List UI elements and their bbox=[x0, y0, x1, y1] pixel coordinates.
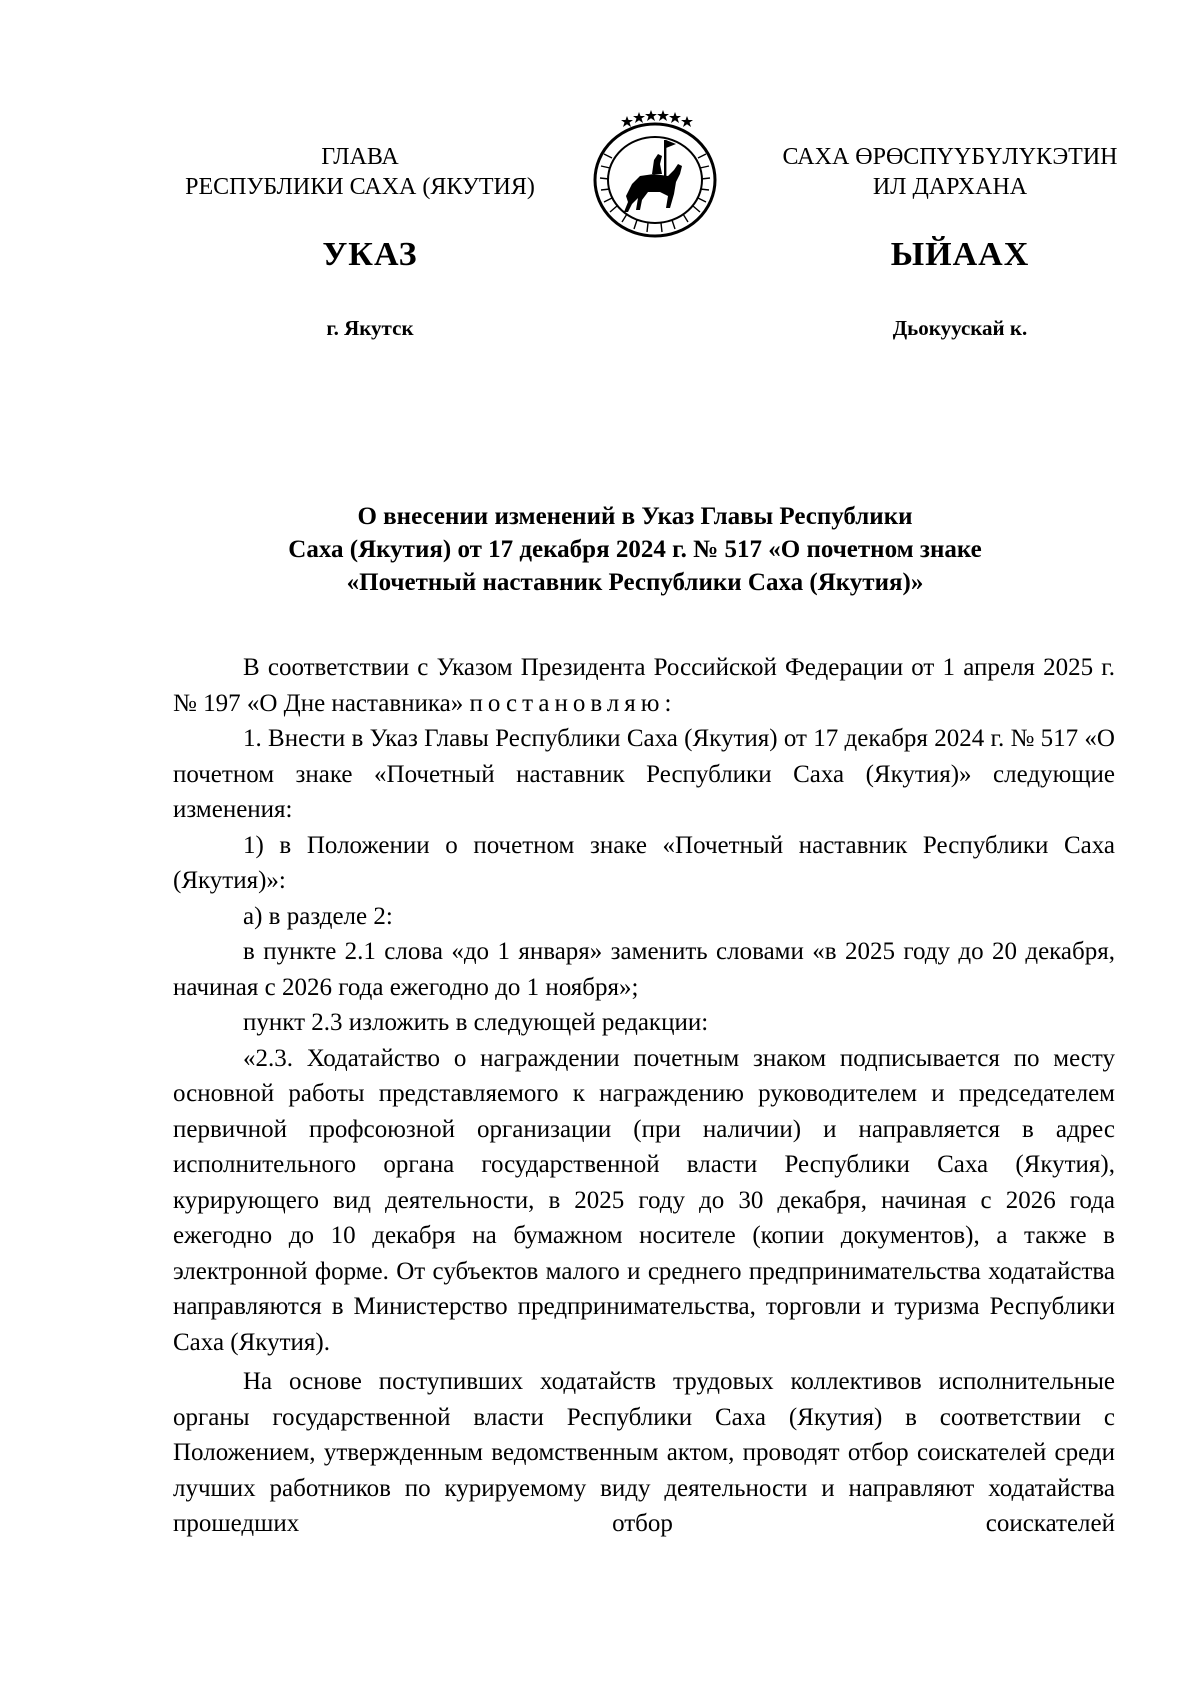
title-line3: «Почетный наставник Республики Саха (Якутия)» bbox=[346, 569, 924, 596]
city-ru: г. Якутск bbox=[326, 316, 414, 340]
document-body bbox=[173, 650, 1115, 1542]
header-left-line1: ГЛАВА bbox=[321, 144, 399, 170]
emblem-horse-rider bbox=[624, 140, 682, 212]
doc-type-ru: УКАЗ bbox=[322, 236, 418, 273]
paragraph-point-2-3-intro: пункт 2.3 изложить в следующей редакции: bbox=[243, 1009, 709, 1036]
title-line1: О внесении изменений в Указ Главы Республики bbox=[357, 503, 913, 530]
document-title bbox=[150, 500, 1120, 599]
preamble-text: В соответствии с Указом Президента Российской Федерации от 1 апреля 2025 г. № 197 «О Дне наставника» bbox=[173, 654, 1115, 717]
doc-type-sah: ЫЙААХ bbox=[890, 236, 1030, 273]
header-right-line1: САХА ӨРӨСПҮҮБҮЛҮКЭТИН bbox=[782, 144, 1118, 170]
paragraph-preamble bbox=[173, 650, 1115, 721]
paragraph-item-1: 1. Внести в Указ Главы Республики Саха (Якутия) от 17 декабря 2024 г. № 517 «О почетном знаке «Почетный наставник Республики Саха (Якутия)» следующие изменения: bbox=[173, 725, 1115, 823]
preamble-spaced-word: постановляю bbox=[469, 689, 665, 717]
paragraph-subitem-1: 1) в Положении о почетном знаке «Почетный наставник Республики Саха (Якутия)»: bbox=[173, 831, 1115, 894]
paragraph-point-2-3-text: «2.3. Ходатайство о награждении почетным знаком подписывается по месту основной работы представляемого к награждению руководителем и председателем первичной профсоюзной организации (при наличии) и направляется в адрес исполнительного органа государственной власти Республики Саха (Якутия), курирующего вид деятельности, в 2025 году до 30 декабря, начиная с 2026 года ежегодно до 10 декабря на бумажном носителе (копии документов), а также в электронной форме. От субъектов малого и среднего предпринимательства ходатайства направляются в Министерство предпринимательства, торговли и туризма Республики Саха (Якутия). bbox=[173, 1044, 1115, 1356]
paragraph-selection-procedure: На основе поступивших ходатайств трудовых коллективов исполнительные органы государственной власти Республики Саха (Якутия) в соответствии с Положением, утвержденным ведомственным актом, проводят отбор соискателей среди лучших работников по курируемому виду деятельности и направляют ходатайства прошедших отбор соискателей bbox=[173, 1368, 1115, 1537]
paragraph-subitem-a: а) в разделе 2: bbox=[243, 902, 393, 930]
paragraph-point-2-1: в пункте 2.1 слова «до 1 января» заменить словами «в 2025 году до 20 декабря, начиная с 2026 года ежегодно до 1 ноября»; bbox=[173, 938, 1115, 1001]
header-left-line2: РЕСПУБЛИКИ САХА (ЯКУТИЯ) bbox=[185, 174, 535, 200]
header-right-block bbox=[740, 142, 1160, 202]
coat-of-arms-emblem bbox=[582, 104, 728, 240]
title-line2: Саха (Якутия) от 17 декабря 2024 г. № 517 «О почетном знаке bbox=[288, 536, 982, 563]
header-right-line2: ИЛ ДАРХАНА bbox=[872, 174, 1028, 200]
header-left-block bbox=[150, 142, 570, 202]
preamble-colon: : bbox=[664, 689, 672, 717]
city-sah: Дьокуускай к. bbox=[892, 316, 1028, 340]
